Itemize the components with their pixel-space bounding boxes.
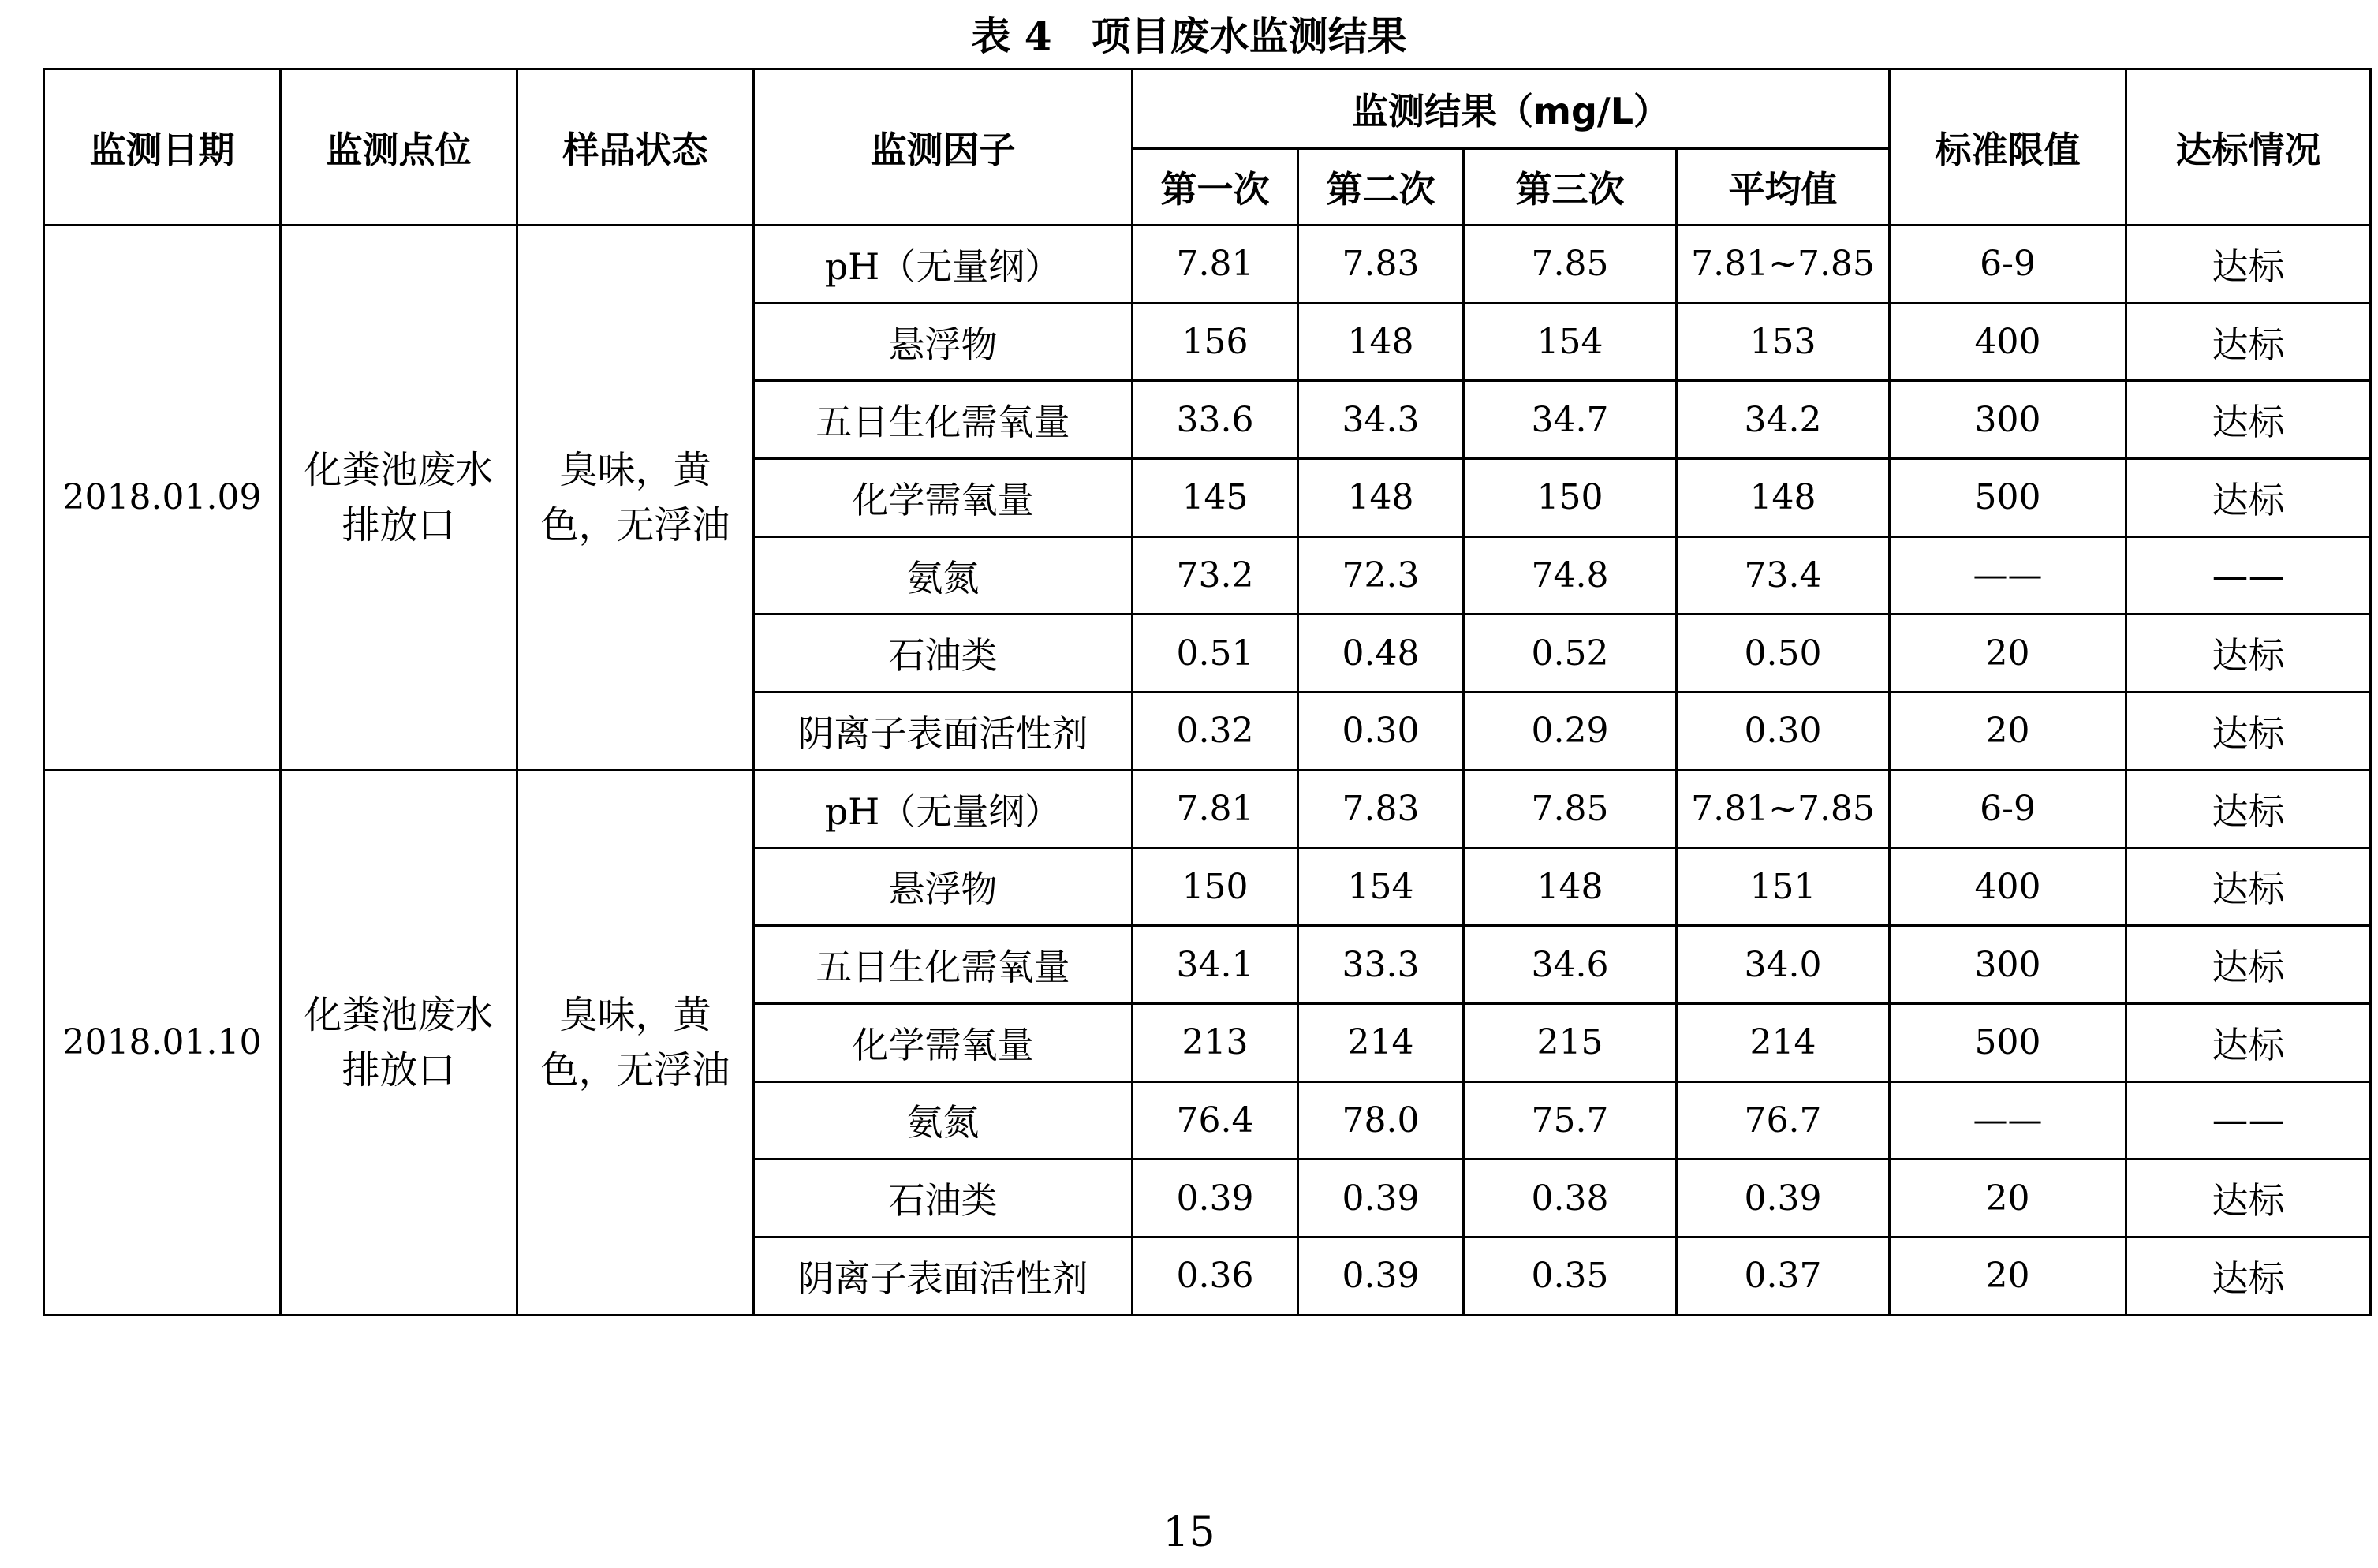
factor-name: 悬浮物 — [888, 323, 998, 366]
cell-average: 34.0 — [1677, 926, 1890, 1004]
cell-average: 151 — [1677, 848, 1890, 926]
factor-name: 氨氮 — [906, 556, 980, 599]
cell-standard: —— — [1890, 536, 2126, 614]
cell-factor — [754, 1003, 1133, 1081]
cell-status: —— — [2126, 1081, 2371, 1159]
cell-average: 76.7 — [1677, 1081, 1890, 1159]
cell-third: 0.35 — [1464, 1237, 1677, 1315]
cell-second: 0.30 — [1298, 693, 1464, 771]
cell-first: 73.2 — [1133, 536, 1298, 614]
cell-first: 33.6 — [1133, 381, 1298, 459]
cell-second: 78.0 — [1298, 1081, 1464, 1159]
table-caption — [0, 5, 2378, 68]
cell-factor — [754, 536, 1133, 614]
cell-status: 达标 — [2126, 770, 2371, 848]
factor-name: 石油类 — [888, 1179, 998, 1223]
location-line: 化粪池废水 — [304, 992, 494, 1037]
sample-state-line: 臭味，黄 — [559, 447, 711, 492]
cell-first: 145 — [1133, 459, 1298, 537]
header-location: 监测点位 — [281, 69, 517, 226]
cell-second: 154 — [1298, 848, 1464, 926]
sample-state-line: 色，无浮油 — [540, 1047, 730, 1092]
header-third: 第三次 — [1464, 149, 1677, 226]
cell-standard: 300 — [1890, 381, 2126, 459]
cell-factor — [754, 303, 1133, 381]
cell-location — [281, 226, 517, 771]
cell-average: 7.81~7.85 — [1677, 770, 1890, 848]
cell-date: 2018.01.10 — [44, 770, 281, 1315]
cell-factor — [754, 770, 1133, 848]
cell-first: 213 — [1133, 1003, 1298, 1081]
cell-factor — [754, 614, 1133, 693]
header-first: 第一次 — [1133, 149, 1298, 226]
table-body — [44, 226, 2371, 1316]
factor-name: 化学需氧量 — [852, 478, 1034, 521]
location-line: 排放口 — [342, 502, 456, 547]
cell-first: 0.51 — [1133, 614, 1298, 693]
factor-name: （无量纲） — [879, 790, 1062, 833]
table-title: 项目废水监测结果 — [1091, 13, 1407, 59]
cell-standard: 20 — [1890, 1237, 2126, 1315]
factor-latin: pH — [824, 790, 880, 833]
location-line: 化粪池废水 — [304, 447, 494, 492]
header-results-group: 监测结果（mg/L） — [1133, 69, 1890, 149]
cell-status: 达标 — [2126, 693, 2371, 771]
cell-second: 148 — [1298, 303, 1464, 381]
cell-second: 0.39 — [1298, 1159, 1464, 1238]
cell-standard: —— — [1890, 1081, 2126, 1159]
factor-name: （无量纲） — [879, 245, 1062, 288]
cell-average: 7.81~7.85 — [1677, 226, 1890, 304]
factor-name: 化学需氧量 — [852, 1023, 1034, 1066]
cell-average: 148 — [1677, 459, 1890, 537]
cell-standard: 300 — [1890, 926, 2126, 1004]
cell-second: 72.3 — [1298, 536, 1464, 614]
header-sample-state: 样品状态 — [517, 69, 754, 226]
cell-third: 0.38 — [1464, 1159, 1677, 1238]
cell-average: 34.2 — [1677, 381, 1890, 459]
header-date: 监测日期 — [44, 69, 281, 226]
cell-second: 214 — [1298, 1003, 1464, 1081]
header-average: 平均值 — [1677, 149, 1890, 226]
cell-second: 148 — [1298, 459, 1464, 537]
cell-status: 达标 — [2126, 1159, 2371, 1238]
header-standard: 标准限值 — [1890, 69, 2126, 226]
cell-first: 0.36 — [1133, 1237, 1298, 1315]
cell-factor — [754, 459, 1133, 537]
cell-average: 0.30 — [1677, 693, 1890, 771]
cell-third: 34.7 — [1464, 381, 1677, 459]
cell-standard: 400 — [1890, 848, 2126, 926]
cell-first: 150 — [1133, 848, 1298, 926]
cell-second: 34.3 — [1298, 381, 1464, 459]
cell-factor — [754, 848, 1133, 926]
cell-third: 75.7 — [1464, 1081, 1677, 1159]
cell-first: 0.32 — [1133, 693, 1298, 771]
cell-status: 达标 — [2126, 1237, 2371, 1315]
cell-standard: 6-9 — [1890, 226, 2126, 304]
cell-third: 215 — [1464, 1003, 1677, 1081]
cell-status: 达标 — [2126, 1003, 2371, 1081]
cell-status: —— — [2126, 536, 2371, 614]
cell-standard: 20 — [1890, 693, 2126, 771]
cell-first: 0.39 — [1133, 1159, 1298, 1238]
cell-status: 达标 — [2126, 226, 2371, 304]
cell-standard: 6-9 — [1890, 770, 2126, 848]
cell-first: 7.81 — [1133, 770, 1298, 848]
cell-average: 153 — [1677, 303, 1890, 381]
cell-standard: 400 — [1890, 303, 2126, 381]
factor-name: 阴离子表面活性剂 — [797, 711, 1088, 755]
cell-standard: 500 — [1890, 459, 2126, 537]
cell-average: 214 — [1677, 1003, 1890, 1081]
cell-second: 7.83 — [1298, 770, 1464, 848]
cell-average: 0.50 — [1677, 614, 1890, 693]
cell-status: 达标 — [2126, 459, 2371, 537]
cell-factor — [754, 926, 1133, 1004]
cell-status: 达标 — [2126, 381, 2371, 459]
factor-name: 五日生化需氧量 — [816, 401, 1070, 444]
cell-standard: 20 — [1890, 614, 2126, 693]
header-second: 第二次 — [1298, 149, 1464, 226]
cell-average: 0.39 — [1677, 1159, 1890, 1238]
cell-factor — [754, 226, 1133, 304]
cell-average: 73.4 — [1677, 536, 1890, 614]
factor-name: 氨氮 — [906, 1101, 980, 1144]
cell-first: 76.4 — [1133, 1081, 1298, 1159]
cell-sample-state — [517, 770, 754, 1315]
cell-standard: 20 — [1890, 1159, 2126, 1238]
location-line: 排放口 — [342, 1047, 456, 1092]
cell-first: 156 — [1133, 303, 1298, 381]
header-factor: 监测因子 — [754, 69, 1133, 226]
cell-status: 达标 — [2126, 848, 2371, 926]
sample-state-line: 臭味，黄 — [559, 992, 711, 1037]
table-row — [44, 770, 2371, 848]
factor-name: 石油类 — [888, 634, 998, 678]
cell-factor — [754, 1159, 1133, 1238]
cell-third: 34.6 — [1464, 926, 1677, 1004]
header-compliance: 达标情况 — [2126, 69, 2371, 226]
sample-state-line: 色，无浮油 — [540, 502, 730, 547]
cell-second: 33.3 — [1298, 926, 1464, 1004]
cell-second: 7.83 — [1298, 226, 1464, 304]
cell-factor — [754, 1081, 1133, 1159]
cell-location — [281, 770, 517, 1315]
factor-name: 五日生化需氧量 — [816, 946, 1070, 989]
cell-factor — [754, 693, 1133, 771]
cell-date: 2018.01.09 — [44, 226, 281, 771]
cell-third: 0.52 — [1464, 614, 1677, 693]
cell-factor — [754, 381, 1133, 459]
cell-first: 7.81 — [1133, 226, 1298, 304]
cell-factor — [754, 1237, 1133, 1315]
table-row — [44, 226, 2371, 304]
cell-second: 0.39 — [1298, 1237, 1464, 1315]
factor-name: 阴离子表面活性剂 — [797, 1256, 1088, 1300]
wastewater-results-table — [43, 68, 2372, 1316]
cell-status: 达标 — [2126, 303, 2371, 381]
cell-standard: 500 — [1890, 1003, 2126, 1081]
cell-status: 达标 — [2126, 926, 2371, 1004]
cell-third: 0.29 — [1464, 693, 1677, 771]
table-number: 表 4 — [971, 13, 1052, 59]
page-number: 15 — [1163, 1509, 1215, 1556]
cell-sample-state — [517, 226, 754, 771]
cell-third: 7.85 — [1464, 770, 1677, 848]
cell-third: 74.8 — [1464, 536, 1677, 614]
cell-first: 34.1 — [1133, 926, 1298, 1004]
cell-second: 0.48 — [1298, 614, 1464, 693]
factor-name: 悬浮物 — [888, 868, 998, 911]
cell-third: 7.85 — [1464, 226, 1677, 304]
cell-average: 0.37 — [1677, 1237, 1890, 1315]
cell-third: 154 — [1464, 303, 1677, 381]
cell-third: 150 — [1464, 459, 1677, 537]
cell-third: 148 — [1464, 848, 1677, 926]
cell-status: 达标 — [2126, 614, 2371, 693]
factor-latin: pH — [824, 245, 880, 288]
